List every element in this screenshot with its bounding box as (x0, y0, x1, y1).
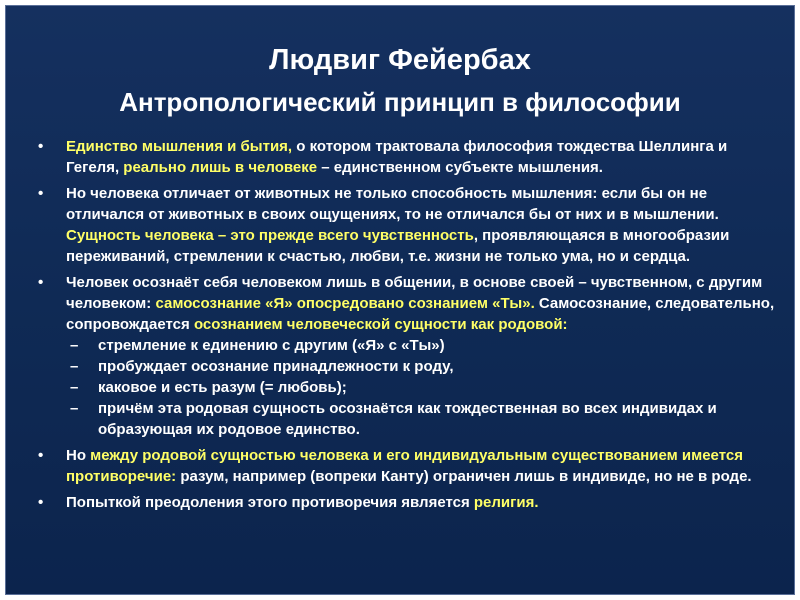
highlight-text: самосознание «Я» опосредовано сознанием «Ты». (155, 295, 535, 312)
slide (5, 5, 795, 595)
slide-title: Людвиг Фейербах (269, 44, 531, 76)
highlight-text: осознанием человеческой сущности как родовой: (193, 316, 568, 333)
dash-icon: – (70, 400, 79, 417)
bullet-item-4 (32, 445, 776, 487)
body-text: разум, например (вопреки Канту) ограничен лишь в индивиде, но не в роде. (176, 468, 752, 485)
body-text: , проявляющаяся в многообразии переживаний, стремлении к счастью, любви, т.е. жизни не только ума, но и сердца. (66, 227, 730, 265)
dash-icon: – (70, 358, 79, 375)
highlight-text: реально лишь в человеке (123, 159, 318, 176)
sub-item (32, 377, 776, 398)
slide-subtitle: Антропологический принцип в философии (119, 87, 681, 117)
bullet-item-2 (32, 183, 776, 267)
bullet-item-1 (32, 136, 776, 178)
sub-item-text: стремление к единению с другим («Я» с «Ты») (98, 337, 445, 354)
bullet-icon: • (38, 494, 44, 511)
slide-body (32, 136, 776, 513)
body-text: Самосознание, следовательно, сопровождается (66, 295, 775, 333)
bullet-icon: • (38, 274, 44, 291)
bullet-item-5 (32, 492, 776, 513)
bullet-item-3 (32, 272, 776, 335)
sub-item-text: пробуждает осознание принадлежности к роду, (98, 358, 454, 375)
highlight-text: между родовой сущностью человека и его индивидуальным существованием имеется противоречие: (66, 447, 743, 485)
sub-item (32, 398, 776, 440)
sub-item-text: каковое и есть разум (= любовь); (98, 379, 347, 396)
sub-item (32, 335, 776, 356)
dash-icon: – (70, 379, 79, 396)
bullet-icon: • (38, 185, 44, 202)
body-text: о котором трактовала философия тождества Шеллинга и Гегеля, (66, 138, 728, 176)
body-text: Но человека отличает от животных не только способность мышления: если бы он не отличался от животных в своих ощущениях, то не отличался бы от них и в мышлении. (66, 185, 719, 223)
sub-item-text: причём эта родовая сущность осознаётся как тождественная во всех индивидах и образующая их родовое единство. (98, 400, 717, 438)
body-text: – единственном субъекте мышления. (317, 159, 603, 176)
body-text: Попыткой преодоления этого противоречия является (66, 494, 474, 511)
highlight-text: религия. (473, 494, 539, 511)
sub-item (32, 356, 776, 377)
body-text: Но (66, 447, 91, 464)
dash-icon: – (70, 337, 79, 354)
bullet-icon: • (38, 447, 44, 464)
highlight-text: Единство мышления и бытия, (66, 138, 293, 155)
bullet-icon: • (38, 138, 44, 155)
highlight-text: Сущность человека – это прежде всего чувственность (66, 227, 474, 244)
body-text: Человек осознаёт себя человеком лишь в общении, в основе своей – чувственном, с другим человеком: (66, 274, 763, 312)
